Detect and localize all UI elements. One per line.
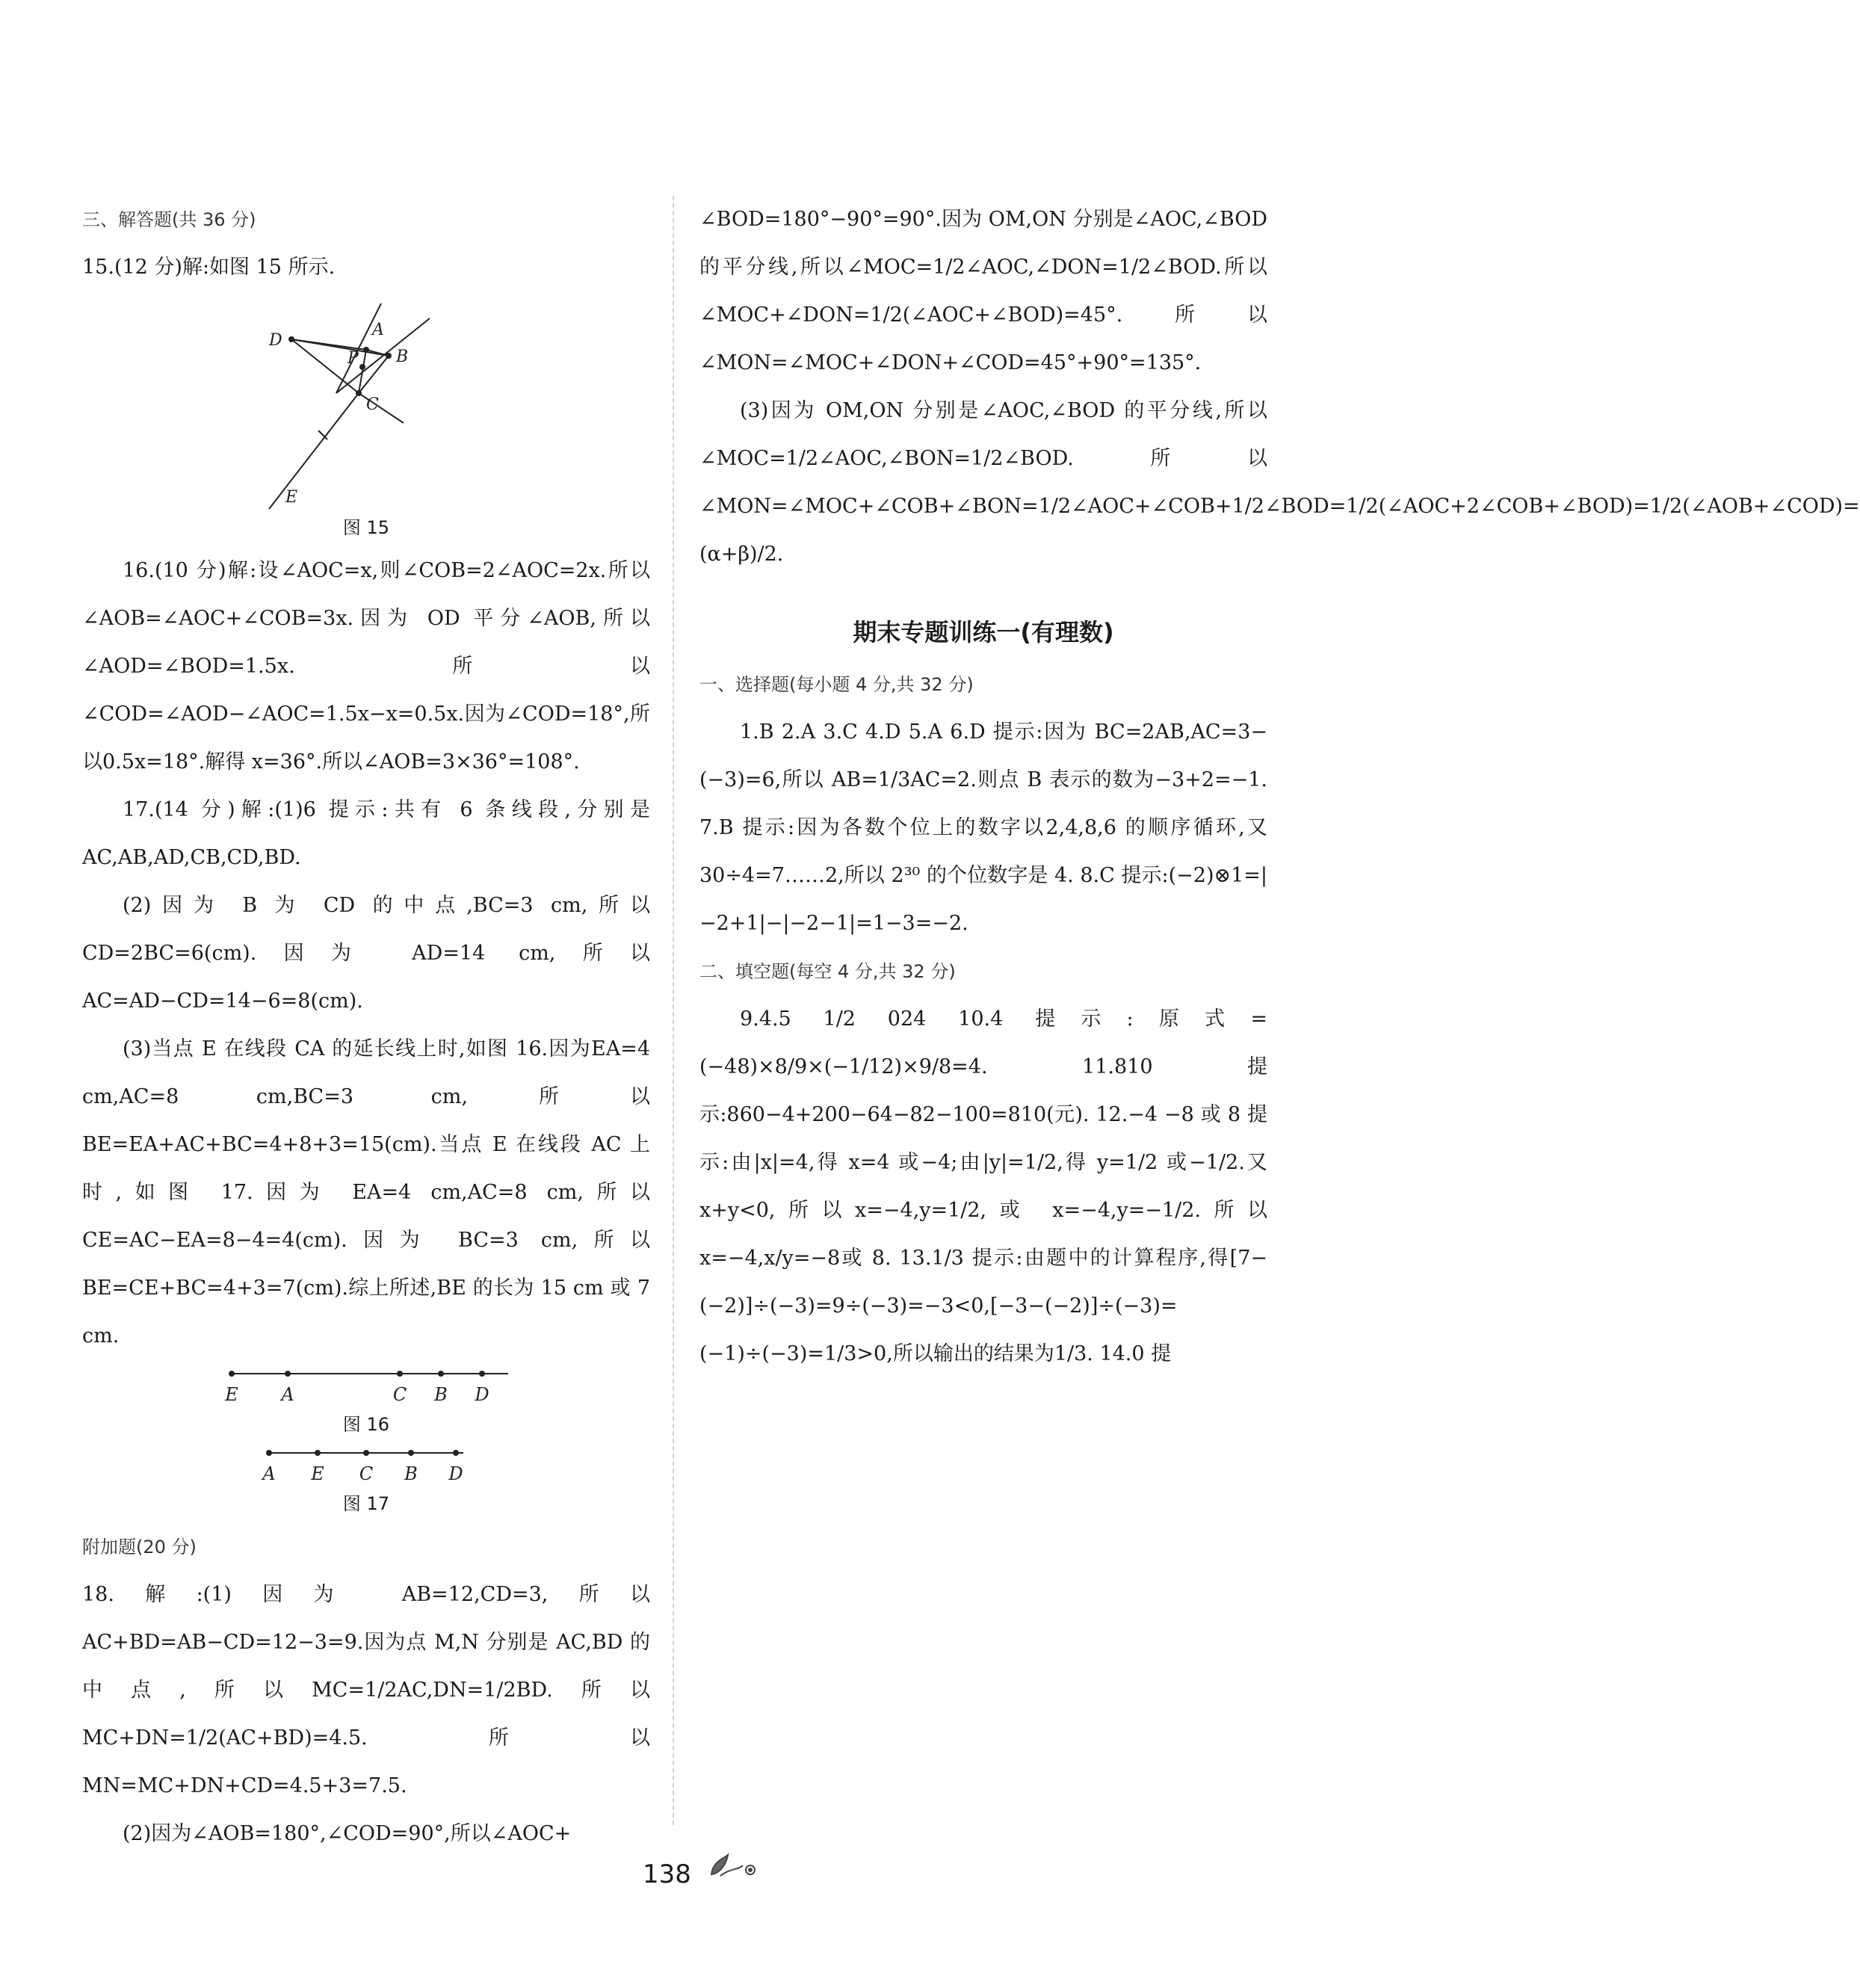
- right-column: [699, 196, 1860, 1378]
- fig15-label-p: P: [347, 349, 359, 368]
- fill-answers: 9.4.5 1/2 024 10.4 提示:原式=(−48)×8/9×(−1/12)×9/8=4. 11.810 提示:860−4+200−64−82−100=810(元). 12.−4 −8 或 8 提示:由|x|=4,得 x=4 或−4;由|y|=1/2,得 y=1/2 或−1/2.又 x+y<0,所以x=−4,y=1/2,或 x=−4,y=−1/2.所以 x=−4,x/y=−8或 8. 13.1/3 提示:由题中的计算程序,得[7−(−2)]÷(−3)=9÷(−3)=−3<0,[−3−(−2)]÷(−3)=(−1)÷(−3)=1/3>0,所以输出的结果为1/3. 14.0 提: [699, 1007, 1267, 1365]
- fig15-label-d: D: [269, 331, 282, 350]
- fig17-label: C: [359, 1463, 374, 1484]
- fig15-label-a: A: [372, 321, 384, 339]
- fig17-label: A: [262, 1463, 276, 1484]
- answer-17-1: 17.(14 分)解:(1)6 提示:共有 6 条线段,分别是AC,AB,AD,CB,CD,BD.: [82, 798, 650, 869]
- figure-17: [82, 1444, 650, 1519]
- fig15-label-b: B: [396, 348, 409, 366]
- answer-18-3: (3)因为 OM,ON 分别是∠AOC,∠BOD 的平分线,所以∠MOC=1/2∠AOC,∠BON=1/2∠BOD.所以∠MON=∠MOC+∠COB+∠BON=1/2∠AOC+∠COB+1/2∠BOD=1/2(∠AOC+2∠COB+∠BOD)=1/2(∠AOB+∠COD)=(α+β)/2.: [699, 399, 1860, 566]
- answer-18-2-cont: ∠BOD=180°−90°=90°.因为 OM,ON 分别是∠AOC,∠BOD 的平分线,所以∠MOC=1/2∠AOC,∠DON=1/2∠BOD.所以∠MOC+∠DON=1/2(∠AOC+∠BOD)=45°.所以∠MON=∠MOC+∠DON+∠COD=45°+90°=135°.: [699, 208, 1267, 374]
- choice-heading: 一、选择题(每小题 4 分,共 32 分): [699, 674, 974, 695]
- figure-16-caption: 图 16: [342, 1414, 390, 1435]
- fill-heading: 二、填空题(每空 4 分,共 32 分): [699, 961, 956, 982]
- answer-18-1: 18.解:(1)因为 AB=12,CD=3,所以 AC+BD=AB−CD=12−3=9.因为点 M,N 分别是 AC,BD 的中点,所以MC=1/2AC,DN=1/2BD.所以 MC+DN=1/2(AC+BD)=4.5.所以 MN=MC+DN+CD=4.5+3=7.5.: [82, 1583, 650, 1797]
- figure-16: [82, 1365, 650, 1439]
- fig15-label-c: C: [366, 395, 379, 414]
- fig16-label: D: [475, 1384, 489, 1405]
- left-column: [82, 196, 650, 1858]
- fig16-label: A: [281, 1384, 294, 1405]
- fig17-label: D: [448, 1463, 463, 1484]
- fig17-label: E: [311, 1463, 324, 1484]
- fig16-label: C: [392, 1384, 407, 1405]
- answer-18-2: (2)因为∠AOB=180°,∠COD=90°,所以∠AOC+: [123, 1822, 572, 1845]
- fig16-label: E: [225, 1384, 238, 1405]
- fig17-label: B: [404, 1463, 418, 1484]
- column-divider: [673, 196, 674, 1825]
- answer-17-3: (3)当点 E 在线段 CA 的延长线上时,如图 16.因为EA=4 cm,AC=8 cm,BC=3 cm,所以 BE=EA+AC+BC=4+8+3=15(cm).当点 E 在线段 AC 上时,如图 17.因为 EA=4 cm,AC=8 cm,所以 CE=AC−EA=8−4=4(cm).因为 BC=3 cm,所以 BE=CE+BC=4+3=7(cm).综上所述,BE 的长为 15 cm 或 7 cm.: [82, 1037, 650, 1348]
- answer-17-2: (2)因为 B 为 CD 的中点,BC=3 cm,所以 CD=2BC=6(cm).因为 AD=14 cm,所以 AC=AD−CD=14−6=8(cm).: [82, 894, 650, 1013]
- answer-16: 16.(10 分)解:设∠AOC=x,则∠COB=2∠AOC=2x.所以∠AOB=∠AOC+∠COB=3x.因为 OD 平分∠AOB,所以∠AOD=∠BOD=1.5x.所以∠COD=∠AOD−∠AOC=1.5x−x=0.5x.因为∠COD=18°,所以0.5x=18°.解得 x=36°.所以∠AOB=3×36°=108°.: [82, 559, 650, 774]
- section-title: 期末专题训练一(有理数): [853, 618, 1114, 646]
- figure-17-diagram: [247, 1444, 486, 1489]
- figure-15: [82, 296, 650, 543]
- figure-16-diagram: [209, 1365, 523, 1410]
- choice-answers: 1.B 2.A 3.C 4.D 5.A 6.D 提示:因为 BC=2AB,AC=3−(−3)=6,所以 AB=1/3AC=2.则点 B 表示的数为−3+2=−1. 7.B 提示:因为各数个位上的数字以2,4,8,6 的顺序循环,又 30÷4=7……2,所以 2³⁰ 的个位数字是 4. 8.C 提示:(−2)⊗1=|−2+1|−|−2−1|=1−3=−2.: [699, 720, 1267, 935]
- page-number: 138: [643, 1859, 691, 1889]
- figure-17-caption: 图 17: [342, 1493, 390, 1514]
- section-heading: 三、解答题(共 36 分): [82, 209, 256, 230]
- leaf-ornament-icon: [705, 1852, 765, 1882]
- bonus-heading: 附加题(20 分): [82, 1537, 197, 1558]
- figure-15-diagram: [254, 296, 478, 513]
- fig15-label-e: E: [285, 488, 298, 507]
- answer-15: 15.(12 分)解:如图 15 所示.: [82, 256, 336, 279]
- fig16-label: B: [434, 1384, 448, 1405]
- figure-15-caption: 图 15: [342, 517, 390, 538]
